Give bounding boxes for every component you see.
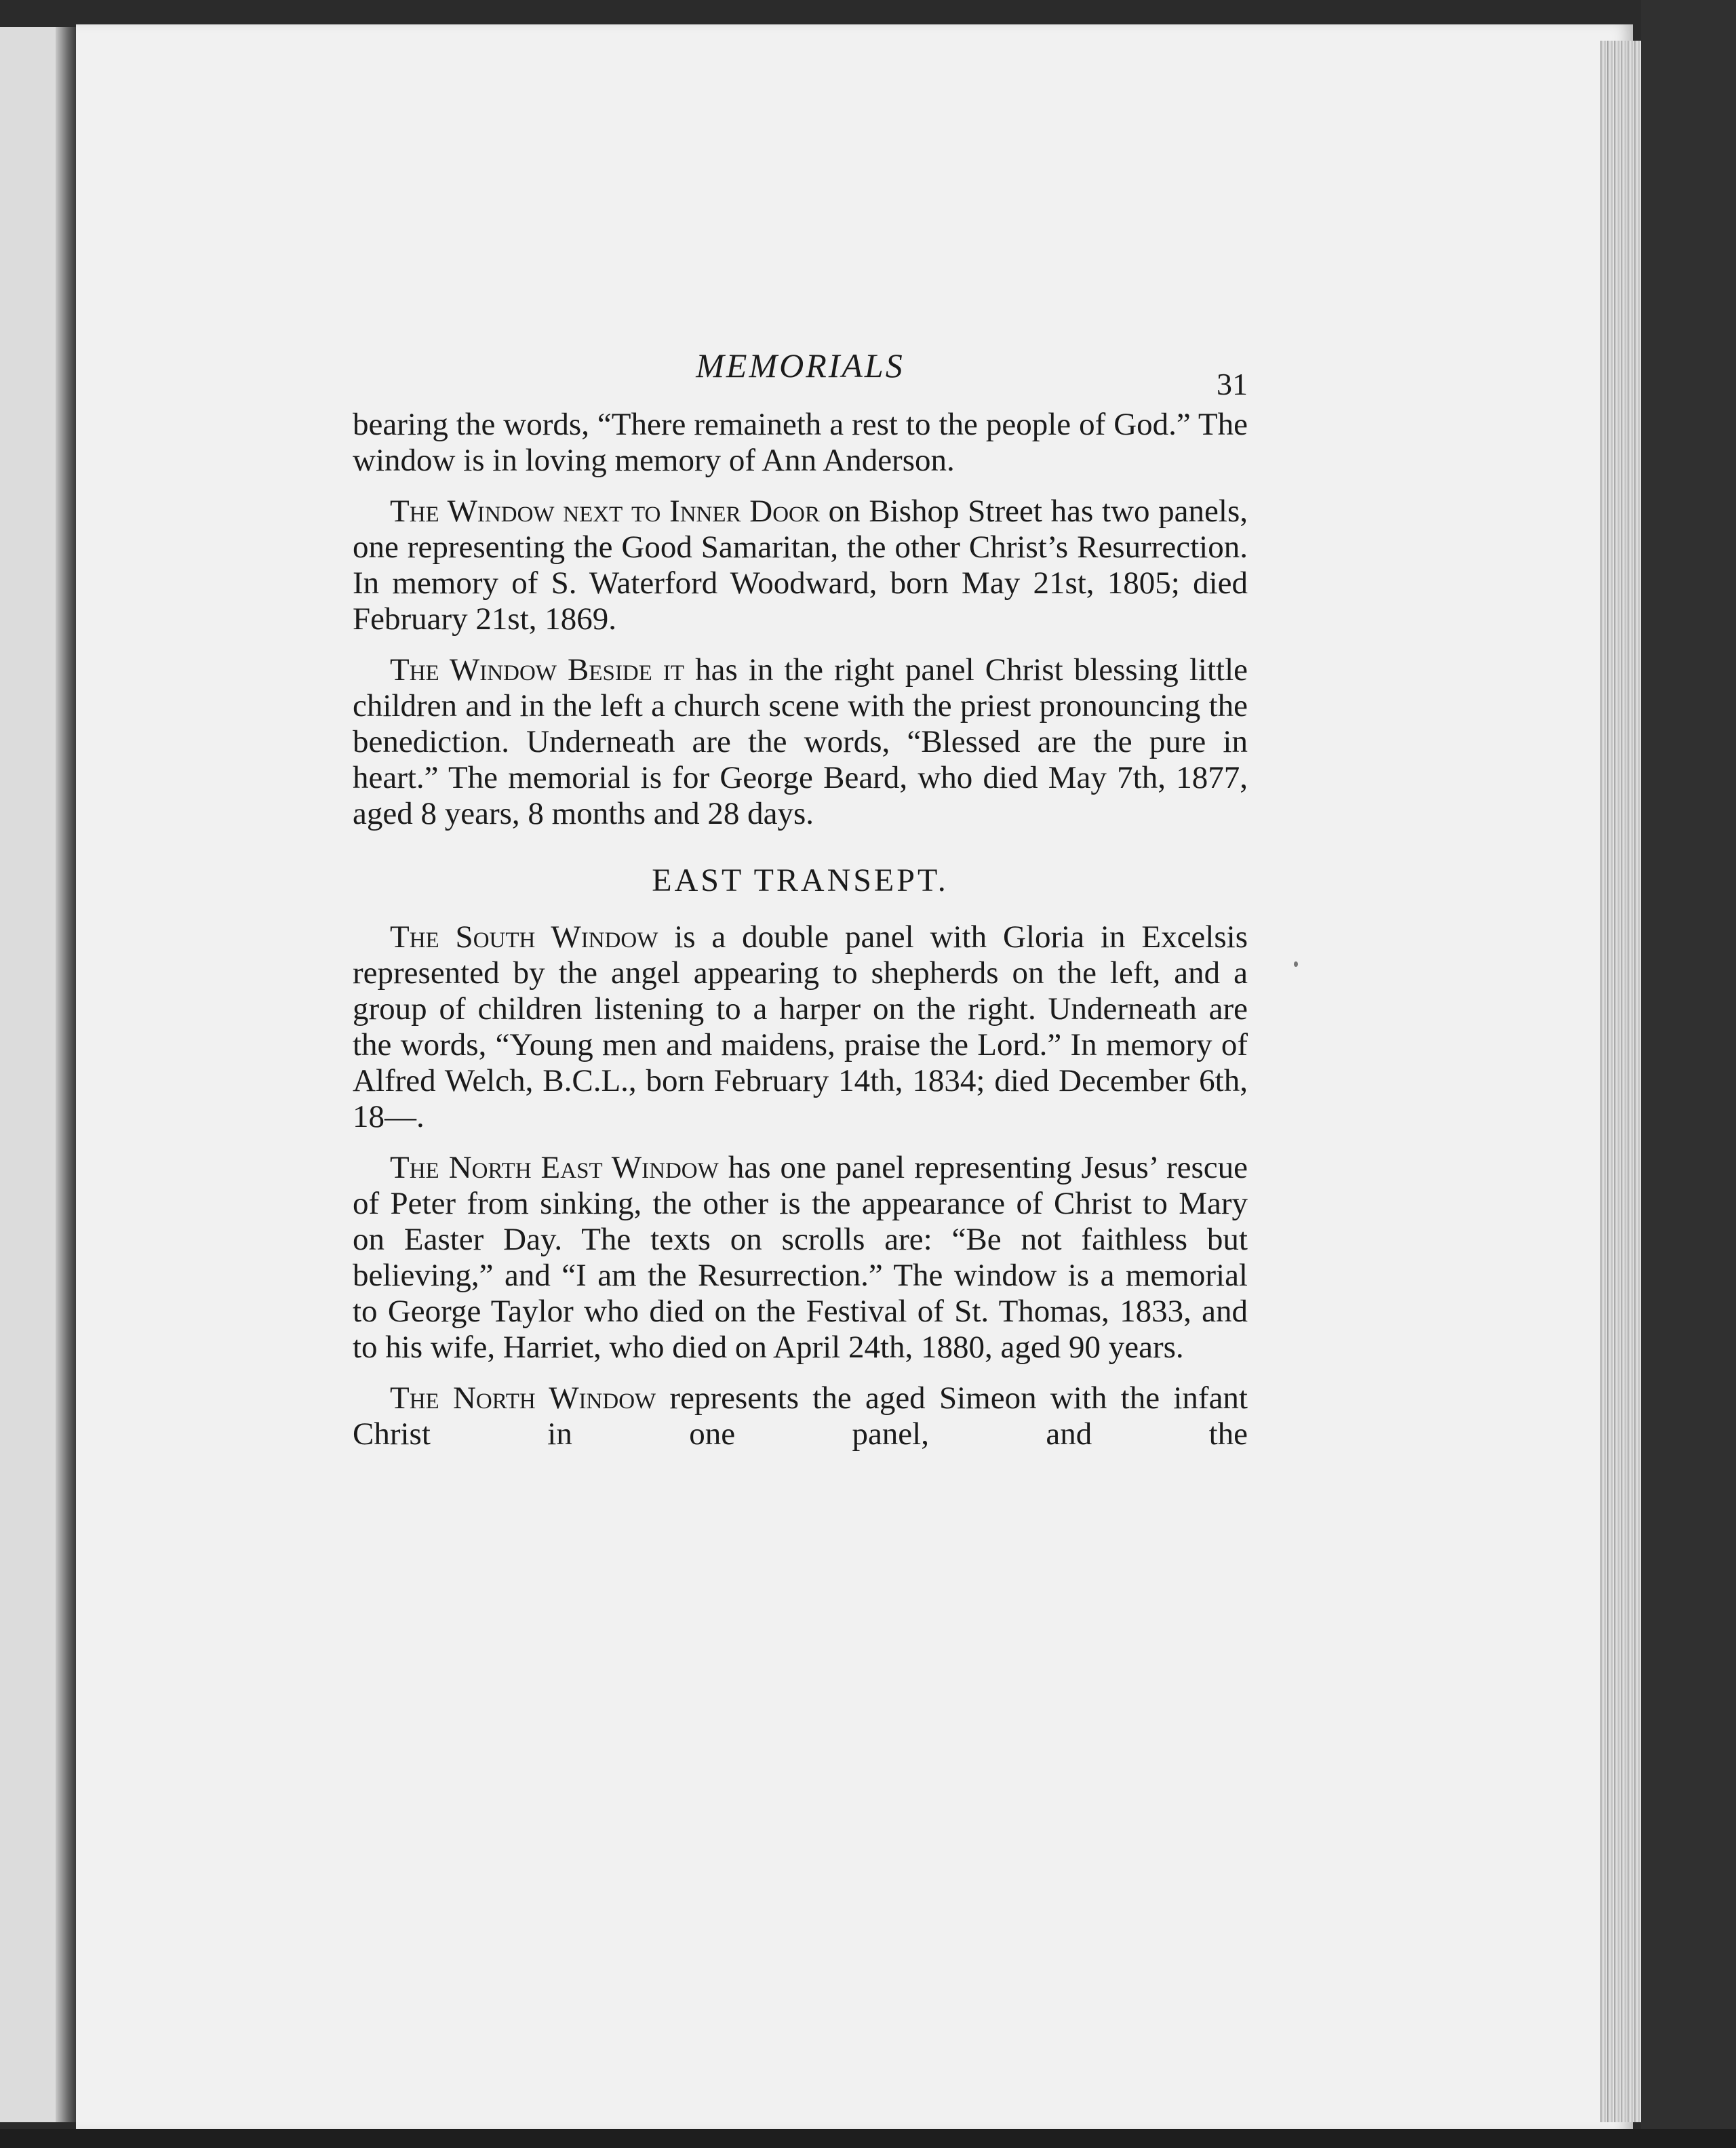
paragraph-north-east-window: The North East Window has one panel representing Jesus’ rescue of Peter from sinking, the other is the appearance of Christ to Mary on Easter Day. The texts on scrolls are: “Be not faithless but believing,” and “I am the Resurrection.” The window is a memorial to George Taylor who died on the Festival of St. Thomas, 1833, and to his wife, Harriet, who died on April 24th, 1880, aged 90 years. <box>353 1150 1248 1365</box>
running-head <box>353 346 1248 407</box>
page-text-block <box>353 346 1248 1467</box>
paragraph-window-beside: The Window Beside it has in the right panel Christ blessing little children and in the left a church scene with the priest pronouncing the benediction. Underneath are the words, “Blessed are the pure in heart.” The memorial is for George Beard, who died May 7th, 1877, aged 8 years, 8 months and 28 days. <box>353 652 1248 831</box>
paragraph-lead: The Window next to Inner Door <box>390 494 820 529</box>
scanner-background <box>1641 0 1736 2148</box>
scanner-bottom-edge <box>0 2129 1736 2148</box>
paragraph-south-window: The South Window is a double panel with Gloria in Excelsis represented by the angel appearing to shepherds on the left, and a group of children listening to a harper on the right. Underneath are the words, “Young men and maidens, praise the Lord.” In memory of Alfred Welch, B.C.L., born February 14th, 1834; died December 6th, 18—. <box>353 919 1248 1134</box>
paragraph-lead: The South Window <box>390 919 658 955</box>
paragraph-lead: The North Window <box>390 1380 656 1416</box>
page-stack-edges <box>1600 41 1641 2122</box>
paragraph-continuation: bearing the words, “There remaineth a rest to the people of God.” The window is in loving memory of Ann Anderson. <box>353 407 1248 478</box>
section-heading: EAST TRANSEPT. <box>652 862 949 898</box>
running-title: MEMORIALS <box>696 346 905 384</box>
book-gutter <box>56 27 76 2122</box>
paragraph-north-window: The North Window represents the aged Simeon with the infant Christ in one panel, and the <box>353 1380 1248 1452</box>
page-number: 31 <box>1217 367 1248 401</box>
dust-speck <box>1294 961 1298 967</box>
paragraph-lead: The North East Window <box>390 1150 719 1185</box>
paragraph-window-inner-door: The Window next to Inner Door on Bishop Street has two panels, one representing the Good Samaritan, the other Christ’s Resurrection. In memory of S. Waterford Woodward, born May 21st, 1805; died February 21st, 1869. <box>353 494 1248 637</box>
paragraph-lead: The Window Beside it <box>390 652 685 688</box>
